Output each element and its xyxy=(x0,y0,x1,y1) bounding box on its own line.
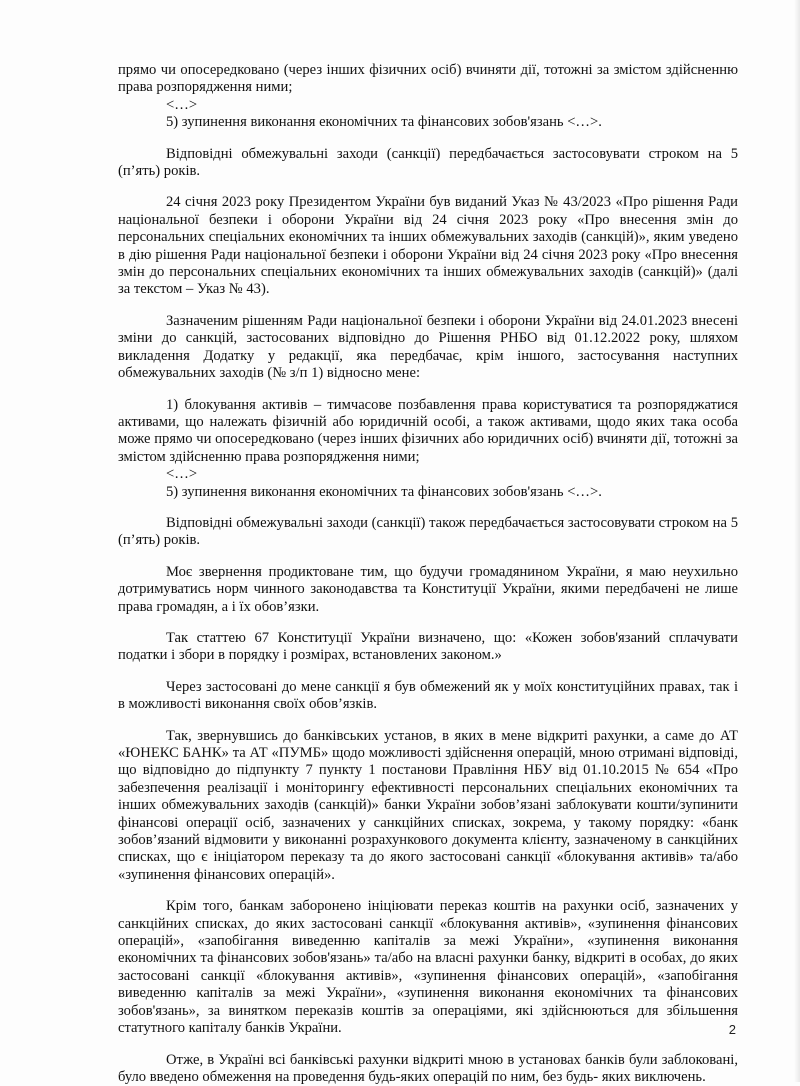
paragraph-banks-response: Так, звернувшись до банківських установ, в яких в мене відкриті рахунки, а саме до АТ «ЮНЕКС БАНК» та АТ «ПУМБ» щодо можливості здійснення операцій, мною отримані відповіді, що відповідно до підпункту 7 пункту 1 постанови Правління НБУ від 01.10.2015 № 654 «Про забезпечення реалізації і моніторингу ефективності персональних спеціальних економічних та інших обмежувальних заходів (санкцій)» банки України зобов’язані заблокувати кошти/зупинити фінансові операції осіб, зазначених у санкційних списках, зокрема, у такому порядку: «банк зобов’язаний відмовити у виконанні розрахункового документа клієнту, зазначеному в санкційних списках, що є ініціатором переказу та до якого застосовані санкції «блокування активів» та/або «зупинення фінансових операцій». xyxy=(118,728,738,885)
paragraph-sanction-term: Відповідні обмежувальні заходи (санкції) передбачається застосовувати строком на 5 (п’ять) років. xyxy=(118,146,738,181)
ellipsis-marker: <…> xyxy=(118,97,738,114)
paragraph-rnbo-decision: Зазначеним рішенням Ради національної безпеки і оборони України від 24.01.2023 внесені зміни до санкцій, застосованих відповідно до Рішення РНБО від 01.12.2022 року, шляхом викладення Додатку у редакції, яка передбачає, крім іншого, застосування наступних обмежувальних заходів (№ з/п 1) відносно мене: xyxy=(118,313,738,383)
page-number: 2 xyxy=(729,1022,736,1037)
paragraph-sanction-term-2: Відповідні обмежувальні заходи (санкції) також передбачається застосовувати строком на 5 (п’ять) років. xyxy=(118,515,738,550)
paragraph-constitution-67: Так статтею 67 Конституції України визначено, що: «Кожен зобов'язаний сплачувати податки і збори в порядку і розмірах, встановлених законом.» xyxy=(118,630,738,665)
paragraph-continuation: прямо чи опосередковано (через інших фізичних осіб) вчиняти дії, тотожні за змістом здійсненню права розпорядження ними; xyxy=(118,62,738,97)
list-item-5: 5) зупинення виконання економічних та фінансових зобов'язань <…>. xyxy=(118,114,738,131)
page-edge-shadow xyxy=(794,0,800,1082)
paragraph-restriction: Через застосовані до мене санкції я був обмежений як у моїх конституційних правах, так і в можливості виконання своїх обов’язків. xyxy=(118,679,738,714)
document-body xyxy=(118,62,738,1086)
list-item-1-asset-blocking: 1) блокування активів – тимчасове позбавлення права користуватися та розпоряджатися активами, що належать фізичній або юридичній особі, а також активами, щодо яких така особа може прямо чи опосередковано (через інших фізичних або юридичних осіб) вчиняти дії, тотожні за змістом здійсненню права розпорядження ними; xyxy=(118,397,738,467)
paragraph-conclusion: Отже, в Україні всі банківські рахунки відкриті мною в установах банків були заблоковані, було введено обмеження на проведення будь-яких операцій по ним, без будь- яких виключень. xyxy=(118,1052,738,1086)
ellipsis-marker: <…> xyxy=(118,466,738,483)
paragraph-appeal-reason: Моє звернення продиктоване тим, що будучи громадянином України, я маю неухильно дотримуватись норм чинного законодавства та Конституції України, якими передбачені не лише права громадян, а і їх обов’язки. xyxy=(118,564,738,616)
paragraph-transfer-ban: Крім того, банкам заборонено ініціювати переказ коштів на рахунки осіб, зазначених у санкційних списках, до яких застосовані санкції «блокування активів», «зупинення фінансових операцій», «запобігання виведенню капіталів за межі України», «зупинення виконання економічних та фінансових зобов'язань» та/або на власні рахунки банку, відкриті в особах, до яких застосовані санкції «блокування активів», «зупинення фінансових операцій», «запобігання виведенню капіталів за межі України», «зупинення виконання економічних та фінансових зобов'язань», за винятком переказів коштів за операціями, які здійснюються для збільшення статутного капіталу банків України. xyxy=(118,898,738,1037)
list-item-5: 5) зупинення виконання економічних та фінансових зобов'язань <…>. xyxy=(118,484,738,501)
paragraph-decree-43: 24 січня 2023 року Президентом України був виданий Указ № 43/2023 «Про рішення Ради національної безпеки і оборони України від 24 січня 2023 року «Про внесення змін до персональних спеціальних економічних та інших обмежувальних заходів (санкцій)», яким уведено в дію рішення Ради національної безпеки і оборони України від 24 січня 2023 року «Про внесення змін до персональних спеціальних економічних та інших обмежувальних заходів (санкцій)» (далі за текстом – Указ № 43). xyxy=(118,194,738,298)
